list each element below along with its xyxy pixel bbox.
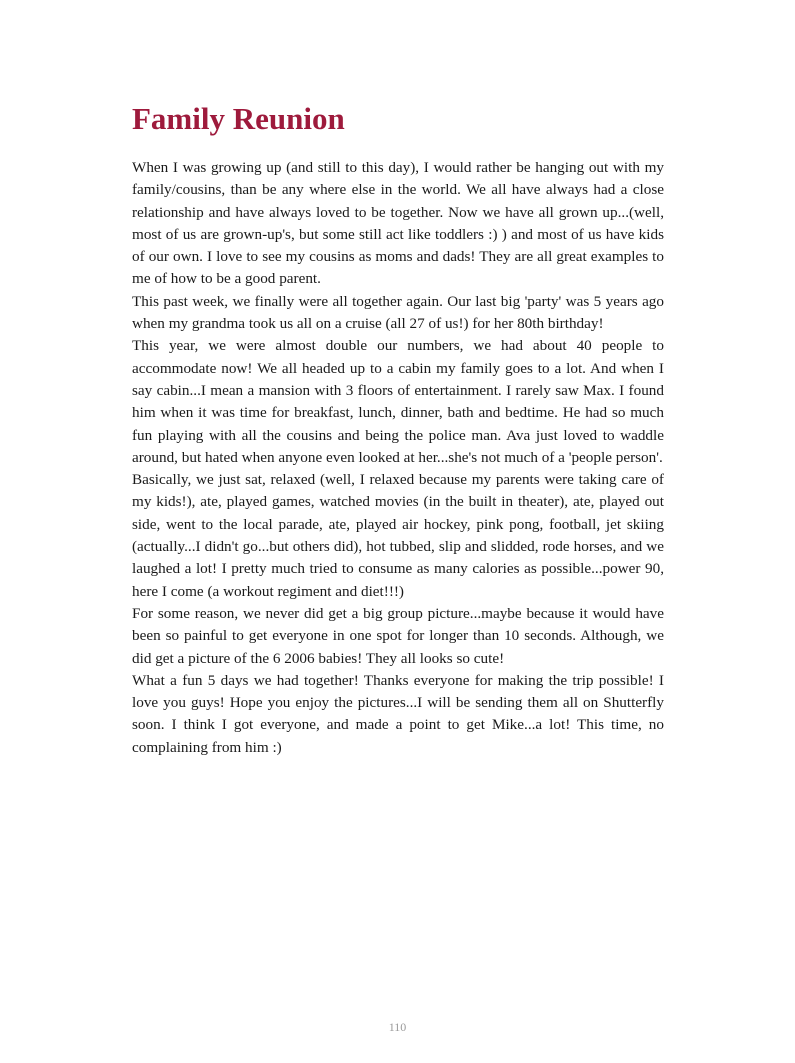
- paragraph-this-year: This year, we were almost double our numbers, we had about 40 people to accommodate now! We all headed up to a cabin my family goes to a lot. And when I say cabin...I mean a mansion with 3 floors of entertainment. I rarely saw Max. I found him when it was time for breakfast, lunch, dinner, bath and bedtime. He had so much fun playing with all the cousins and being the police man. Ava just loved to waddle around, but hated when anyone even looked at her...she's not much of a 'people person'.: [132, 337, 664, 466]
- article-body: [132, 157, 664, 759]
- page-number: 110: [388, 1020, 407, 1034]
- paragraph-intro: When I was growing up (and still to this day), I would rather be hanging out with my family/cousins, than be any where else in the world. We all have always had a close relationship and have always loved to be together. Now we have all grown up...(well, most of us are grown-up's, but some still act like toddlers :) ) and most of us have kids of our own. I love to see my cousins as moms and dads! They are all great examples to me of how to be a good parent.: [132, 159, 664, 288]
- page-title: Family Reunion: [132, 101, 345, 136]
- paragraph-closing: What a fun 5 days we had together! Thanks everyone for making the trip possible! I love you guys! Hope you enjoy the pictures...I will be sending them all on Shutterfly soon. I think I got everyone, and made a point to get Mike...a lot! This time, no complaining from him :): [132, 671, 664, 756]
- paragraph-activities: Basically, we just sat, relaxed (well, I relaxed because my parents were taking care of my kids!), ate, played games, watched movies (in the built in theater), ate, played out side, went to the local parade, ate, played air hockey, pink pong, football, jet skiing (actually...I didn't go...but others did), hot tubbed, slip and slidded, rode horses, and we laughed a lot! I pretty much tried to consume as many calories as possible...power 90, here I come (a workout regiment and diet!!!): [132, 471, 664, 600]
- paragraph-group-picture: For some reason, we never did get a big group picture...maybe because it would have been so painful to get everyone in one spot for longer than 10 seconds. Although, we did get a picture of the 6 2006 babies! They all looks so cute!: [132, 604, 664, 667]
- paragraph-past-week: This past week, we finally were all together again. Our last big 'party' was 5 years ago when my grandma took us all on a cruise (all 27 of us!) for her 80th birthday!: [132, 292, 664, 333]
